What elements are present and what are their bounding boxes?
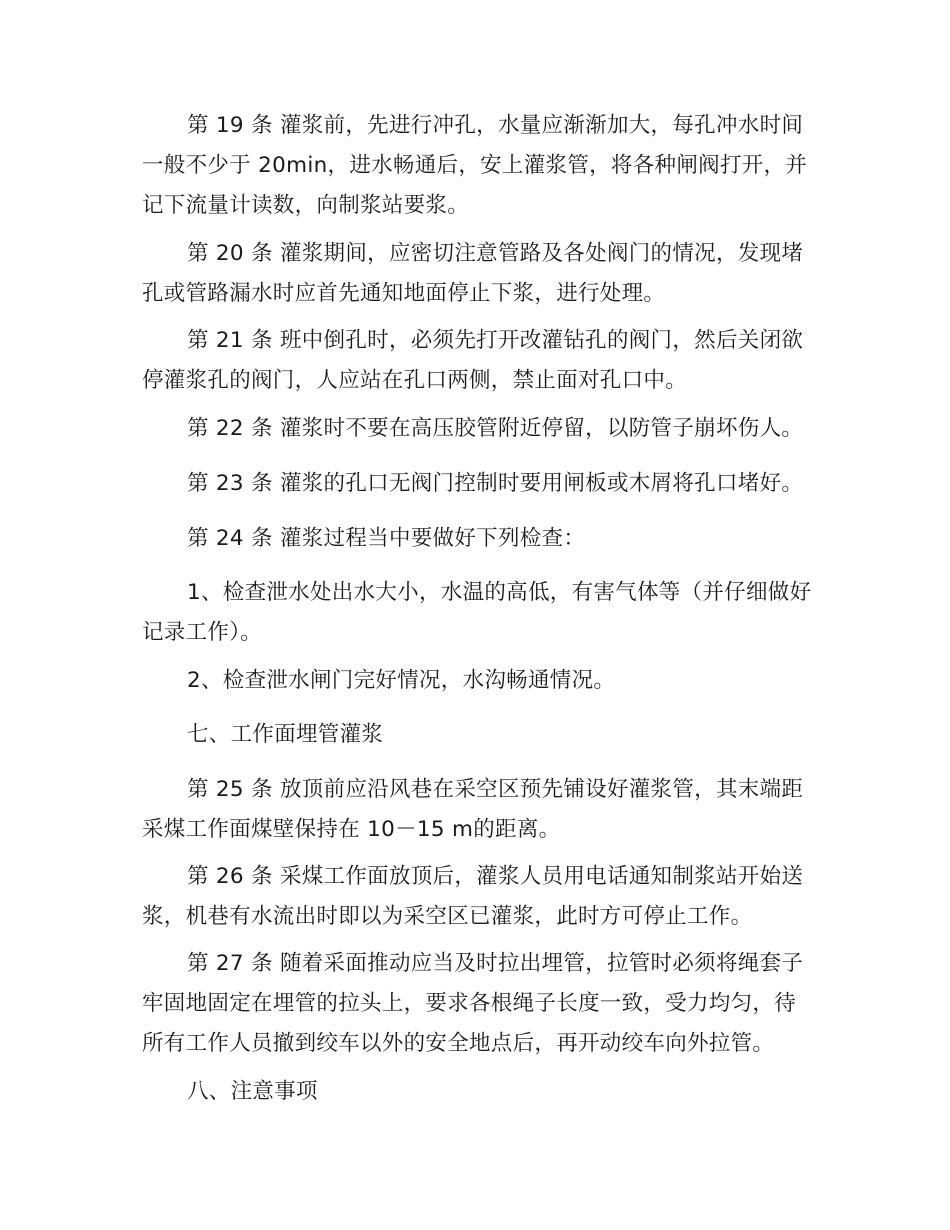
article-26-paragraph: 第 26 条 采煤工作面放顶后，灌浆人员用电话通知制浆站开始送浆，机巷有水流出时即以为采空区已灌浆，此时方可停止工作。	[142, 864, 804, 929]
section-heading-8: 八、注意事项	[187, 1079, 318, 1104]
article-23-paragraph: 第 23 条 灌浆的孔口无阀门控制时要用闸板或木屑将孔口堵好。	[187, 471, 804, 496]
article-27-paragraph: 第 27 条 随着采面推动应当及时拉出埋管，拉管时必须将绳套子牢固地固定在埋管的拉头上，要求各根绳子长度一致，受力均匀，待所有工作人员撤到绞车以外的安全地点后，再开动绞车向外拉管。	[142, 951, 804, 1056]
check-item-2: 2、检查泄水闸门完好情况，水沟畅通情况。	[187, 668, 616, 693]
article-22-paragraph: 第 22 条 灌浆时不要在高压胶管附近停留，以防管子崩坏伤人。	[187, 416, 804, 441]
article-20-paragraph: 第 20 条 灌浆期间，应密切注意管路及各处阀门的情况，发现堵孔或管路漏水时应首先通知地面停止下浆，进行处理。	[142, 241, 804, 306]
section-heading-7: 七、工作面埋管灌浆	[187, 722, 384, 747]
article-24-paragraph: 第 24 条 灌浆过程当中要做好下列检查：	[187, 526, 586, 551]
check-item-1: 1、检查泄水处出水大小，水温的高低，有害气体等（并仔细做好记录工作）。	[142, 580, 812, 645]
article-19-paragraph: 第 19 条 灌浆前，先进行冲孔，水量应渐渐加大，每孔冲水时间一般不少于 20min，进水畅通后，安上灌浆管，将各种闸阀打开，并记下流量计读数，向制浆站要浆。	[142, 113, 808, 218]
article-25-paragraph: 第 25 条 放顶前应沿风巷在采空区预先铺设好灌浆管，其末端距采煤工作面煤壁保持在 10－15 m的距离。	[142, 777, 804, 842]
article-21-paragraph: 第 21 条 班中倒孔时，必须先打开改灌钻孔的阀门，然后关闭欲停灌浆孔的阀门，人应站在孔口两侧，禁止面对孔口中。	[142, 328, 804, 393]
